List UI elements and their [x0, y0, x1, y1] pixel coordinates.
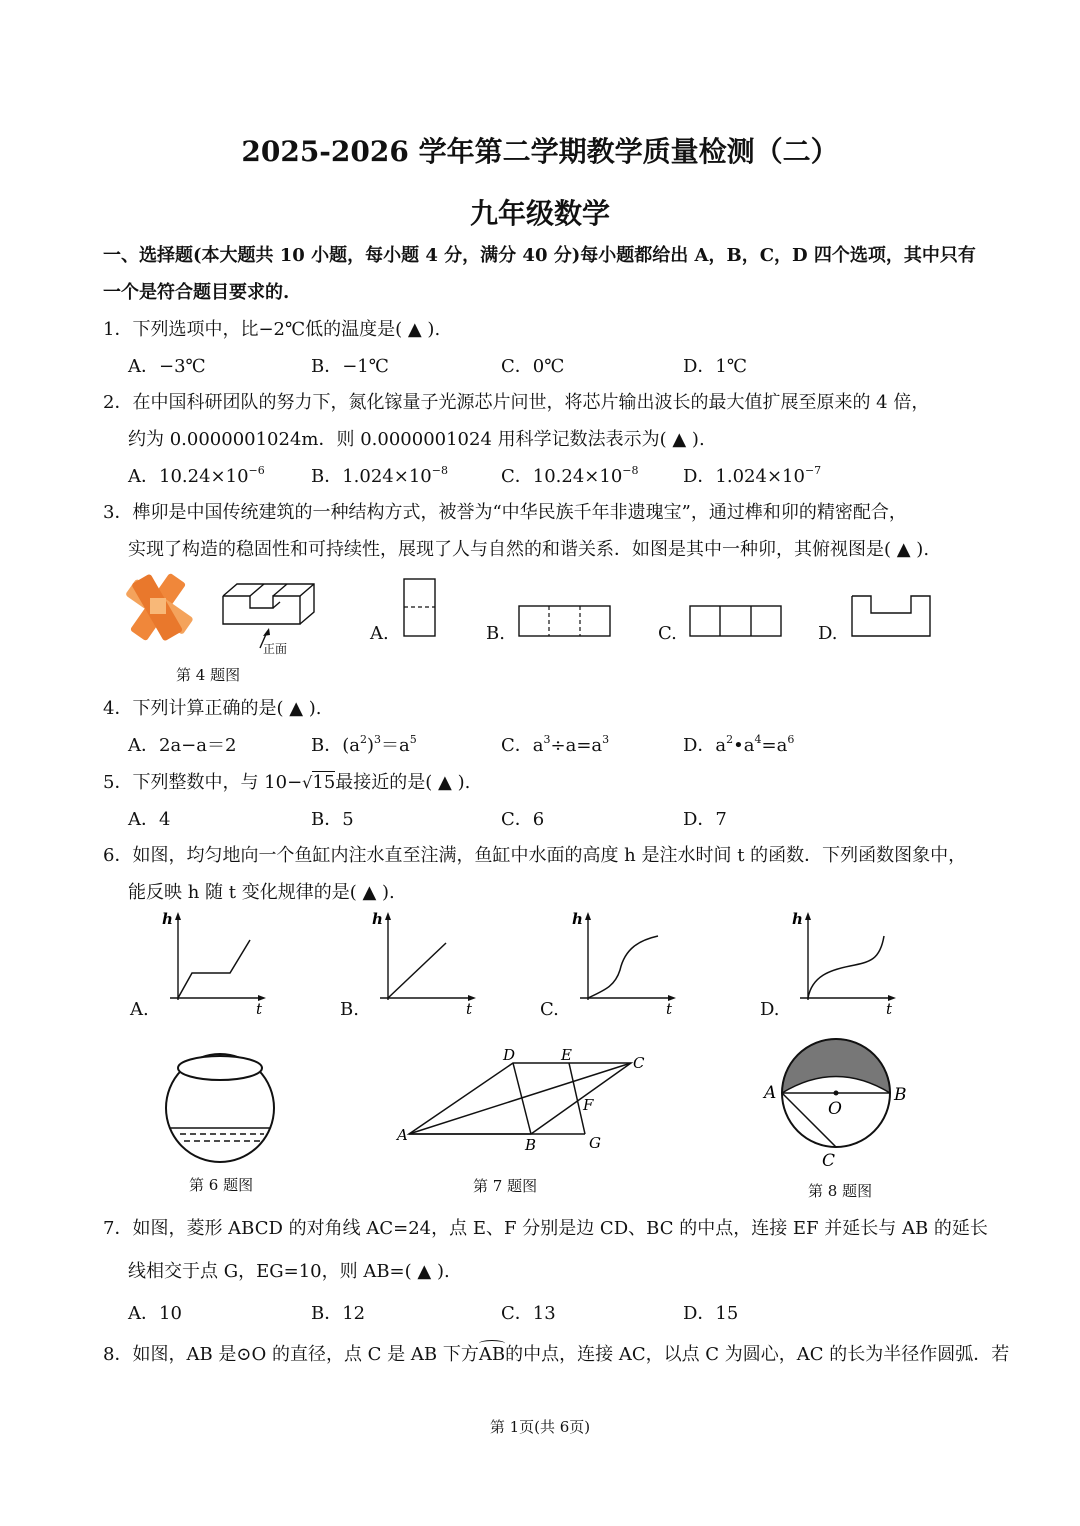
- q3-option-d-label: D.: [818, 623, 838, 644]
- q6-option-c-label: C.: [540, 999, 559, 1020]
- q7-option-a: A．10: [128, 1303, 182, 1324]
- q7-option-c: C．13: [501, 1303, 556, 1324]
- point-e-label: E: [561, 1046, 572, 1064]
- q6-stem-line1: 6．如图，均匀地向一个鱼缸内注水直至注满，鱼缸中水面的高度 h 是注水时间 t 的函数．下列函数图象中，: [103, 845, 967, 866]
- q6-option-a-label: A.: [130, 999, 149, 1020]
- q1-option-a: A．−3℃: [128, 356, 206, 377]
- page-title: 2025-2026 学年第二学期教学质量检测（二）: [241, 135, 839, 168]
- fig8-caption: 第 8 题图: [808, 1182, 873, 1200]
- q2-option-c: C．$10.24\times 10^{-8}$: [501, 464, 639, 487]
- section-heading-line1: 一、选择题(本大题共 10 小题，每小题 4 分，满分 40 分)每小题都给出 A，B，C，D 四个选项，其中只有: [103, 245, 976, 266]
- front-label: 正面: [263, 642, 288, 656]
- q4-option-a: A．2a−a＝2: [128, 735, 237, 756]
- q7-option-b: B．12: [311, 1303, 366, 1324]
- point-b-label: B: [894, 1085, 907, 1105]
- point-f-label: F: [583, 1096, 594, 1114]
- q2-option-d: D．$1.024\times 10^{-7}$: [683, 464, 822, 487]
- section-heading-line2: 一个是符合题目要求的.: [103, 282, 290, 303]
- q3-option-a-figure: [403, 578, 437, 638]
- axis-h-label: h: [372, 910, 383, 928]
- axis-h-label: h: [792, 910, 803, 928]
- axis-t-label: t: [666, 1000, 673, 1018]
- q1-option-c: C．0℃: [501, 356, 565, 377]
- q1-option-b: B．−1℃: [311, 356, 389, 377]
- q4-option-c: C．$a^3\div a=a^3$: [501, 733, 610, 756]
- axis-t-label: t: [886, 1000, 893, 1018]
- point-b-label: B: [525, 1136, 537, 1154]
- q3-option-b-label: B.: [486, 623, 505, 644]
- arc-ab: AB: [479, 1343, 505, 1367]
- mortise-figure: [120, 568, 320, 658]
- q7-stem-line2: 线相交于点 G，EG=10，则 AB=( ▲ ).: [128, 1261, 450, 1282]
- fish-bowl-figure: [160, 1048, 286, 1168]
- rhombus-figure: [395, 1042, 655, 1157]
- q3-stem-line1: 3．榫卯是中国传统建筑的一种结构方式，被誉为“中华民族千年非遗瑰宝”，通过榫和卯的精密配合，: [103, 502, 907, 523]
- fig7-caption: 第 7 题图: [473, 1177, 538, 1195]
- page-footer: 第 1页(共 6页): [489, 1418, 591, 1436]
- axis-h-label: h: [162, 910, 173, 928]
- page-subtitle: 九年级数学: [469, 197, 610, 230]
- q5-option-a: A．4: [128, 809, 171, 830]
- point-g-label: G: [589, 1134, 601, 1152]
- fig4-caption: 第 4 题图: [176, 666, 241, 684]
- q3-option-a-label: A.: [370, 623, 389, 644]
- axis-t-label: t: [466, 1000, 473, 1018]
- q6-stem-line2: 能反映 h 随 t 变化规律的是( ▲ ).: [128, 882, 395, 903]
- q6-option-d-label: D.: [760, 999, 780, 1020]
- q1-option-d: D．1℃: [683, 356, 748, 377]
- wooden-joint-photo: [125, 573, 194, 642]
- q6-graph-d: [790, 908, 900, 1018]
- q3-option-b-figure: [518, 605, 612, 638]
- point-o-label: O: [828, 1099, 842, 1119]
- q4-stem: 4．下列计算正确的是( ▲ ).: [103, 698, 322, 719]
- axis-t-label: t: [256, 1000, 263, 1018]
- q6-option-b-label: B.: [340, 999, 359, 1020]
- q5-option-c: C．6: [501, 809, 545, 830]
- q1-stem: 1．下列选项中，比−2℃低的温度是( ▲ ).: [103, 319, 441, 340]
- point-c-label: C: [822, 1151, 836, 1171]
- q3-option-c-figure: [689, 605, 783, 638]
- q6-graph-b: [370, 908, 480, 1018]
- point-a-label: A: [397, 1126, 408, 1144]
- q2-option-b: B．$1.024\times 10^{-8}$: [311, 464, 448, 487]
- mortise-3d-sketch: [223, 584, 314, 648]
- q2-stem-line2: 约为 0.0000001024m．则 0.0000001024 用科学记数法表示为( ▲ ).: [128, 429, 705, 450]
- q7-option-d: D．15: [683, 1303, 739, 1324]
- q3-option-d-figure: [851, 595, 933, 638]
- q6-graph-a: [160, 908, 270, 1018]
- point-c-label: C: [633, 1054, 645, 1072]
- q3-stem-line2: 实现了构造的稳固性和可持续性，展现了人与自然的和谐关系．如图是其中一种卯，其俯视图是( ▲ ).: [128, 539, 930, 560]
- q4-option-d: D．$a^2•a^4=a^6$: [683, 733, 795, 756]
- point-d-label: D: [503, 1046, 516, 1064]
- q5-option-b: B．5: [311, 809, 354, 830]
- q5-radicand: 15: [312, 772, 336, 793]
- q4-option-b: B．$(a^2)^3=a^5$: [311, 733, 417, 756]
- q5-stem: 5．下列整数中，与 10−√15最接近的是( ▲ ).: [103, 772, 471, 793]
- q2-stem-line1: 2．在中国科研团队的努力下，氮化镓量子光源芯片问世，将芯片输出波长的最大值扩展至原来的 4 倍，: [103, 392, 930, 413]
- q2-option-a: A．$10.24\times 10^{-6}$: [128, 464, 265, 487]
- circle-figure: [760, 1038, 920, 1173]
- q7-stem-line1: 7．如图，菱形 ABCD 的对角线 AC=24，点 E、F 分别是边 CD、BC 的中点，连接 EF 并延长与 AB 的延长: [103, 1218, 988, 1239]
- q5-option-d: D．7: [683, 809, 727, 830]
- fig6-caption: 第 6 题图: [189, 1176, 254, 1194]
- q3-option-c-label: C.: [658, 623, 677, 644]
- axis-h-label: h: [572, 910, 583, 928]
- q8-stem: 8．如图，AB 是⊙O 的直径，点 C 是 AB 下方 AB的中点，连接 AC，以点 C 为圆心，AC 的长为半径作圆弧．若: [103, 1343, 1009, 1367]
- q6-graph-c: [570, 908, 680, 1018]
- point-a-label: A: [764, 1083, 777, 1103]
